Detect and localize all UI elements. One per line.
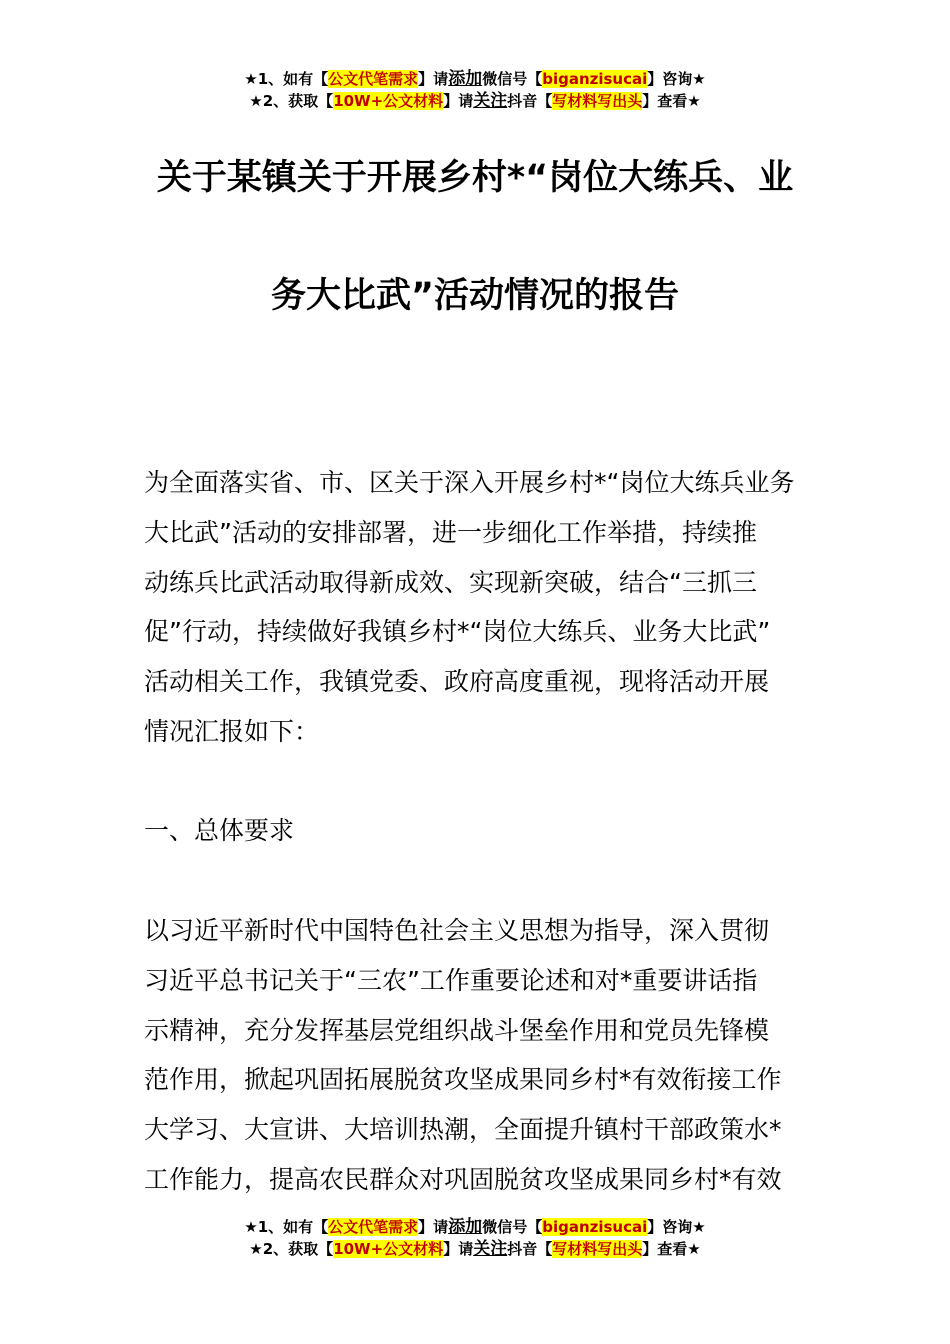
section-heading-text: 一、总体要求 bbox=[144, 816, 295, 845]
promo-line-1 bbox=[0, 68, 950, 90]
document-title-line-2: 务大比武”活动情况的报告 bbox=[270, 276, 679, 316]
paragraph-line: 大比武”活动的安排部署，进一步细化工作举措，持续推 bbox=[144, 517, 757, 547]
promo-line-1 bbox=[0, 1216, 950, 1238]
intro-paragraph bbox=[144, 458, 814, 757]
paragraph-line: 促”行动，持续做好我镇乡村*“岗位大练兵、业务大比武” bbox=[144, 617, 771, 647]
promo-text: 微信号【 bbox=[482, 1218, 543, 1236]
promo-text: 】查看★ bbox=[642, 92, 701, 110]
promo-highlight: 公文代笔需求 bbox=[328, 70, 419, 88]
promo-highlight: 写材料写出头 bbox=[552, 1240, 643, 1258]
promo-emphasis: 添加 bbox=[448, 69, 483, 89]
promo-text: 微信号【 bbox=[482, 70, 543, 88]
promo-text: 】咨询★ bbox=[647, 1218, 706, 1236]
promo-emphasis: 关注 bbox=[473, 91, 508, 111]
promo-line-2 bbox=[0, 90, 950, 112]
promo-text: 】请 bbox=[443, 92, 474, 110]
promo-text: 】请 bbox=[418, 70, 449, 88]
promo-text: 抖音【 bbox=[507, 1240, 553, 1258]
paragraph-line: 情况汇报如下： bbox=[144, 716, 320, 746]
promo-highlight: 10W+公文材料 bbox=[333, 1240, 444, 1258]
bottom-promo-banner bbox=[0, 1216, 950, 1260]
promo-highlight: biganzisucai bbox=[542, 70, 648, 88]
section-heading bbox=[144, 806, 814, 856]
promo-text: 】请 bbox=[418, 1218, 449, 1236]
promo-highlight: 10W+公文材料 bbox=[333, 92, 444, 110]
promo-emphasis: 添加 bbox=[448, 1217, 483, 1237]
promo-text: 抖音【 bbox=[507, 92, 553, 110]
paragraph-line: 范作用，掀起巩固拓展脱贫攻坚成果同乡村*有效衔接工作 bbox=[144, 1065, 782, 1095]
promo-line-2 bbox=[0, 1238, 950, 1260]
promo-emphasis: 关注 bbox=[473, 1239, 508, 1259]
requirements-paragraph bbox=[144, 906, 814, 1205]
promo-text: ★1、如有【 bbox=[244, 1218, 329, 1236]
promo-text: ★2、获取【 bbox=[249, 1240, 334, 1258]
paragraph-line: 活动相关工作，我镇党委、政府高度重视，现将活动开展 bbox=[144, 667, 770, 697]
paragraph-line: 习近平总书记关于“三农”工作重要论述和对*重要讲话指 bbox=[144, 965, 758, 995]
paragraph-line: 大学习、大宣讲、大培训热潮，全面提升镇村干部政策水* bbox=[144, 1115, 782, 1145]
promo-highlight: 公文代笔需求 bbox=[328, 1218, 419, 1236]
promo-highlight: biganzisucai bbox=[542, 1218, 648, 1236]
paragraph-line: 以习近平新时代中国特色社会主义思想为指导，深入贯彻 bbox=[144, 916, 770, 945]
promo-highlight: 写材料写出头 bbox=[552, 92, 643, 110]
document-title-line-1: 关于某镇关于开展乡村*“岗位大练兵、业 bbox=[156, 158, 794, 198]
paragraph-line: 动练兵比武活动取得新成效、实现新突破，结合“三抓三 bbox=[144, 567, 757, 597]
top-promo-banner bbox=[0, 68, 950, 112]
promo-text: ★1、如有【 bbox=[244, 70, 329, 88]
promo-text: 】咨询★ bbox=[647, 70, 706, 88]
promo-text: 】请 bbox=[443, 1240, 474, 1258]
paragraph-line: 工作能力，提高农民群众对巩固脱贫攻坚成果同乡村*有效 bbox=[144, 1164, 782, 1194]
promo-text: 】查看★ bbox=[642, 1240, 701, 1258]
paragraph-line: 为全面落实省、市、区关于深入开展乡村*“岗位大练兵业务 bbox=[144, 468, 795, 497]
paragraph-line: 示精神，充分发挥基层党组织战斗堡垒作用和党员先锋模 bbox=[144, 1015, 770, 1045]
promo-text: ★2、获取【 bbox=[249, 92, 334, 110]
